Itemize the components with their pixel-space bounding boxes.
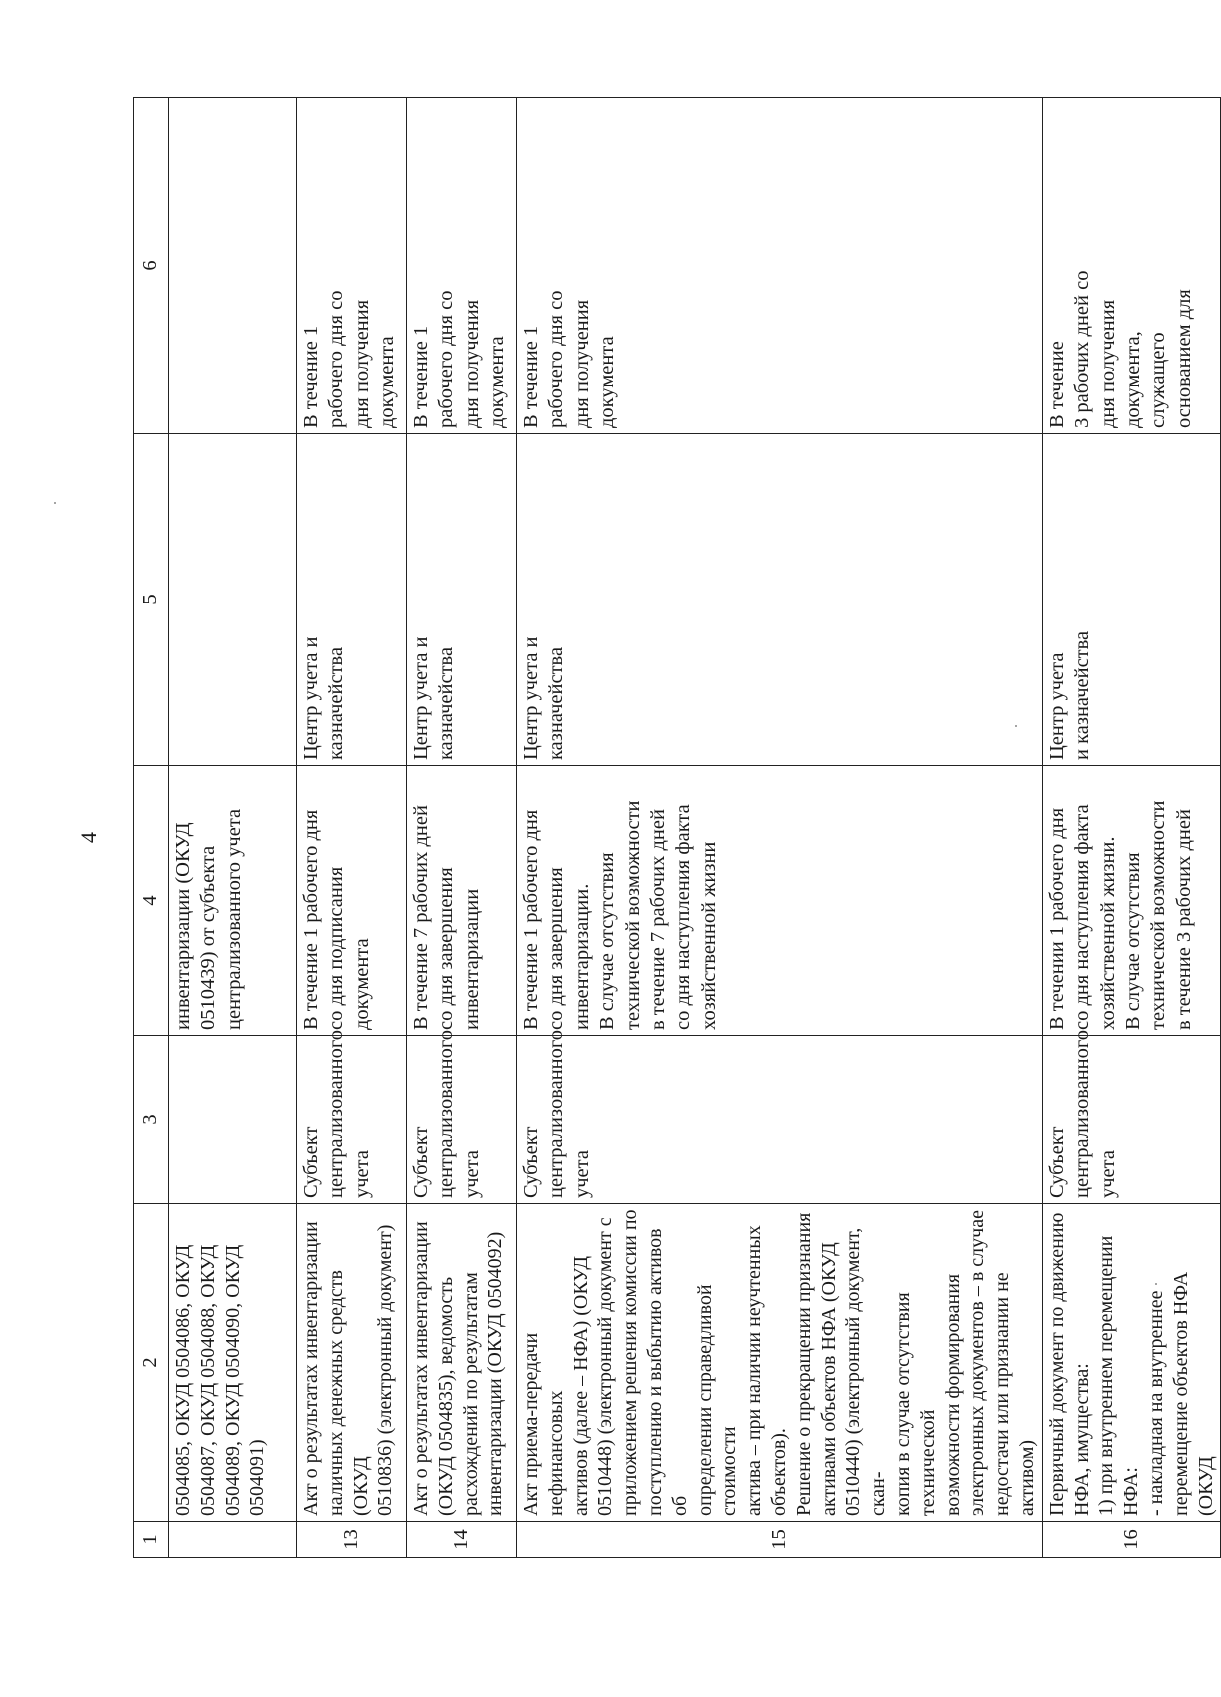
recipient-cell: Центр учета и казначейства [517, 434, 1043, 766]
preparer-cell: Субъект централизованного учета [517, 1036, 1043, 1204]
table-row [1042, 98, 1221, 1558]
preparer-cell [169, 1036, 297, 1204]
document-cell: Акт о результатах инвентаризации наличных денежных средств (ОКУД 0510836) (электронный документ) [297, 1204, 407, 1522]
document-cell: Первичный документ по движению НФА, имущества: 1) при внутреннем перемещении НФА: - накладная на внутреннее перемещение объектов НФА (ОКУД [1042, 1204, 1221, 1522]
scan-speck [1015, 725, 1017, 727]
preparer-cell: Субъект централизованного учета [1042, 1036, 1221, 1204]
column-header: 2 [134, 1204, 169, 1522]
recipient-cell [169, 434, 297, 766]
processing-cell: В течение 3 рабочих дней со дня получения документа, служащего основанием для [1042, 98, 1221, 434]
row-number: 14 [407, 1522, 517, 1558]
processing-cell: В течение 1 рабочего дня со дня получения документа [297, 98, 407, 434]
table-row [517, 98, 1043, 1558]
row-number: 13 [297, 1522, 407, 1558]
column-header: 5 [134, 434, 169, 766]
processing-cell: В течение 1 рабочего дня со дня получения документа [407, 98, 517, 434]
row-number [169, 1522, 297, 1558]
row-number: 16 [1042, 1522, 1221, 1558]
processing-cell: В течение 1 рабочего дня со дня получения документа [517, 98, 1043, 434]
document-cell: Акт приема-передачи нефинансовых активов (далее – НФА) (ОКУД 0510448) (электронный документ с приложением решения комиссии по поступлению и выбытию активов об определении справедливой стоимости актива – при наличии неучтенных объектов). Решение о прекращении признания активами объектов НФА (ОКУД 0510440) (электронный документ, скан- копия в случае отсутствия технической возможности формирования электронных документов – в случае недостачи или признании не активом) [517, 1204, 1043, 1522]
column-header: 4 [134, 766, 169, 1036]
processing-cell [169, 98, 297, 434]
document-cell: Акт о результатах инвентаризации (ОКУД 0504835), ведомость расхождений по результатам инвентаризации (ОКУД 0504092) [407, 1204, 517, 1522]
deadline-cell: В течение 7 рабочих дней со дня завершения инвентаризации [407, 766, 517, 1036]
preparer-cell: Субъект централизованного учета [407, 1036, 517, 1204]
deadline-cell: инвентаризации (ОКУД 0510439) от субъекта централизованного учета [169, 766, 297, 1036]
recipient-cell: Центр учета и казначейства [1042, 434, 1221, 766]
table-row [297, 98, 407, 1558]
table-row [169, 98, 297, 1558]
document-cell: 0504085, ОКУД 0504086, ОКУД 0504087, ОКУД 0504088, ОКУД 0504089, ОКУД 0504090, ОКУД 0504091) [169, 1204, 297, 1522]
table-row [407, 98, 517, 1558]
rotated-table-container [133, 98, 1217, 1558]
scan-speck [1155, 1283, 1157, 1285]
page-number: 4 [76, 832, 101, 843]
row-number: 15 [517, 1522, 1043, 1558]
deadline-cell: В течение 1 рабочего дня со дня подписания документа [297, 766, 407, 1036]
column-header: 6 [134, 98, 169, 434]
preparer-cell: Субъект централизованного учета [297, 1036, 407, 1204]
recipient-cell: Центр учета и казначейства [297, 434, 407, 766]
deadline-cell: В течение 1 рабочего дня со дня завершения инвентаризации. В случае отсутствия технической возможности в течение 7 рабочих дней со дня наступления факта хозяйственной жизни [517, 766, 1043, 1036]
column-header: 1 [134, 1522, 169, 1558]
scan-speck [54, 502, 56, 504]
deadline-cell: В течении 1 рабочего дня со дня наступления факта хозяйственной жизни. В случае отсутствия технической возможности в течение 3 рабочих дней [1042, 766, 1221, 1036]
document-table [133, 97, 1221, 1558]
column-header: 3 [134, 1036, 169, 1204]
table-header-row [134, 98, 169, 1558]
recipient-cell: Центр учета и казначейства [407, 434, 517, 766]
